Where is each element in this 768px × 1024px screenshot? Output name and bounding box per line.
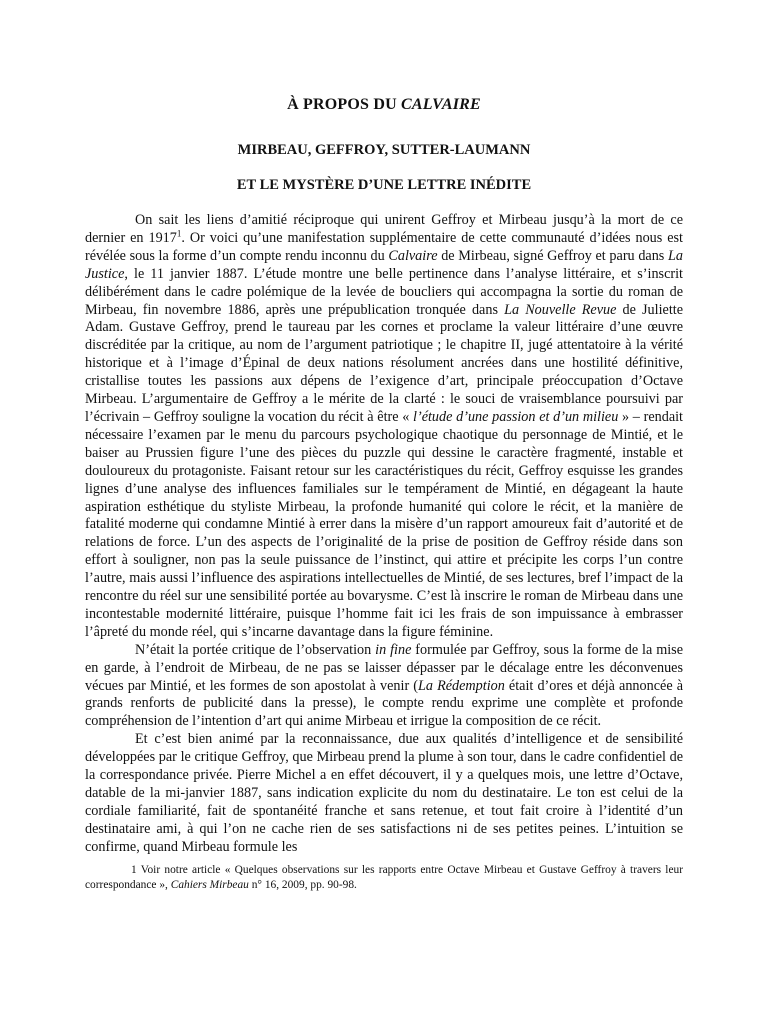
text-run: , le 11 janvier 1887. L’étude montre une belle pertinence dans l’analyse littéraire, et s’inscrit délibérément dans le cadre polémique de la levée de boucliers qui accompagna la sortie du roman de Mirbeau, fin novembre 1886, après une prépublication tronquée dans xyxy=(85,265,683,318)
footnote-number: 1 xyxy=(131,863,137,876)
italic-run: La Nouvelle Revue xyxy=(504,301,617,318)
footnote-ref[interactable]: 1 xyxy=(176,228,182,239)
subtitle-mystery: ET LE MYSTÈRE D’UNE LETTRE INÉDITE xyxy=(236,177,532,193)
text-run: n° 16, 2009, pp. 90-98. xyxy=(248,878,357,891)
paragraph-2 xyxy=(85,642,683,732)
paragraph-1 xyxy=(85,212,683,642)
text-run: de Mirbeau, signé Geffroy et paru dans xyxy=(437,247,669,264)
paragraph-3 xyxy=(85,731,683,856)
text-run: . Or voici qu’une manifestation supplémentaire de cette communauté d’idées nous est révélée sous la forme d’un compte rendu inconnu du xyxy=(85,229,683,264)
italic-run: Cahiers Mirbeau xyxy=(170,878,249,891)
text-run: formulée par Geffroy, sous la forme de la mise en garde, à l’endroit de Mirbeau, de ne pas se laisser dépasser par le décalage entre les déconvenues vécues par Mintié, et les formes de son apostolat à venir ( xyxy=(85,641,683,694)
text-run: N’était la portée critique de l’observation xyxy=(135,641,376,658)
text-run: On sait les liens d’amitié réciproque qui unirent Geffroy et Mirbeau jusqu’à la mort de ce dernier en 1917 xyxy=(85,212,683,246)
page-title xyxy=(85,96,683,114)
title-prefix: À PROPOS DU xyxy=(287,96,402,113)
italic-run: La Rédemption xyxy=(418,677,505,694)
article-body xyxy=(85,212,683,857)
text-run: » – rendait nécessaire l’examen par le menu du parcours psychologique chaotique du personnage de Mintié, et le baiser au Prussien figure l’une des pièces du puzzle qui dessine le caractère fragmenté, instable et douloureux du protagoniste. Faisant retour sur les caractéristiques du récit, Geffroy esquisse les grandes lignes d’une analyse des influences familiales sur le tempérament de Mintié, en dégageant la haute aspiration esthétique du styliste Mirbeau, la profonde humanité qui colore le récit, et la manière de fatalité moderne qui condamne Mintié à errer dans la misère d’un rapport amoureux fait d’autorité et de relations de force. L’un des aspects de l’originalité de la prise de position de Geffroy réside dans son effort à souligner, non pas la seule puissance de l’instinct, qui attire et précipite les corps l’un contre l’autre, mais aussi l’influence des aspirations intellectuelles de Mintié, de ses lectures, bref l’impact de la rencontre du réel sur une sensibilité portée au bovarysme. C’est là inscrire le roman de Mirbeau dans une incontestable modernité littéraire, puisque l’homme fait ici les frais de son impuissance à embrasser l’âpreté du monde réel, qui s’incarne davantage dans la figure féminine. xyxy=(85,408,683,640)
text-run: Voir notre article « Quelques observations sur les rapports entre Octave Mirbeau et Gustave Geffroy à travers leur correspondance », xyxy=(85,863,683,891)
italic-run: l’étude d’une passion et d’un milieu xyxy=(413,408,619,425)
italic-run: La Justice xyxy=(85,247,683,282)
footnote xyxy=(85,863,683,893)
italic-run: in fine xyxy=(375,641,412,658)
text-run: était d’ores et déjà annoncée à grands renforts de publicité dans la presse), le compte rendu exprime une complète et profonde compréhension de l’intention d’art qui anime Mirbeau et irrigue la composition de ce récit. xyxy=(85,677,683,730)
text-run: de Juliette Adam. Gustave Geffroy, prend le taureau par les cornes et proclame la valeur littéraire d’une œuvre discréditée par la critique, au nom de l’argument patriotique ; le chapitre II, jugé attentatoire à la vérité historique et à l’image d’Épinal de deux nations résolument ancrées dans une hostilité définitive, cristallise toutes les passions aux dépens de l’exigence d’art, principale préoccupation d’Octave Mirbeau. L’argumentaire de Geffroy a le mérite de la clarté : le souci de vraisemblance poursuivi par l’écrivain – Geffroy souligne la vocation du récit à être « xyxy=(85,301,683,425)
text-run: Et c’est bien animé par la reconnaissance, due aux qualités d’intelligence et de sensibilité développées par le critique Geffroy, que Mirbeau prend la plume à son tour, dans le cadre confidentiel de la correspondance privée. Pierre Michel a en effet découvert, il y a quelques mois, une lettre d’Octave, datable de la mi-janvier 1887, sans indication explicite du nom du destinataire. Le ton est celui de la cordiale familiarité, fait de spontanéité franche et sans retenue, et tout fait croire à l’identité d’un destinataire ami, à qui l’on ne cache rien de ses satisfactions ni de ses petites peines. L’intuition se confirme, quand Mirbeau formule les xyxy=(85,731,683,855)
subtitle-authors: MIRBEAU, GEFFROY, SUTTER-LAUMANN xyxy=(237,142,531,158)
italic-run: Calvaire xyxy=(388,247,438,264)
title-italic: CALVAIRE xyxy=(401,96,481,113)
